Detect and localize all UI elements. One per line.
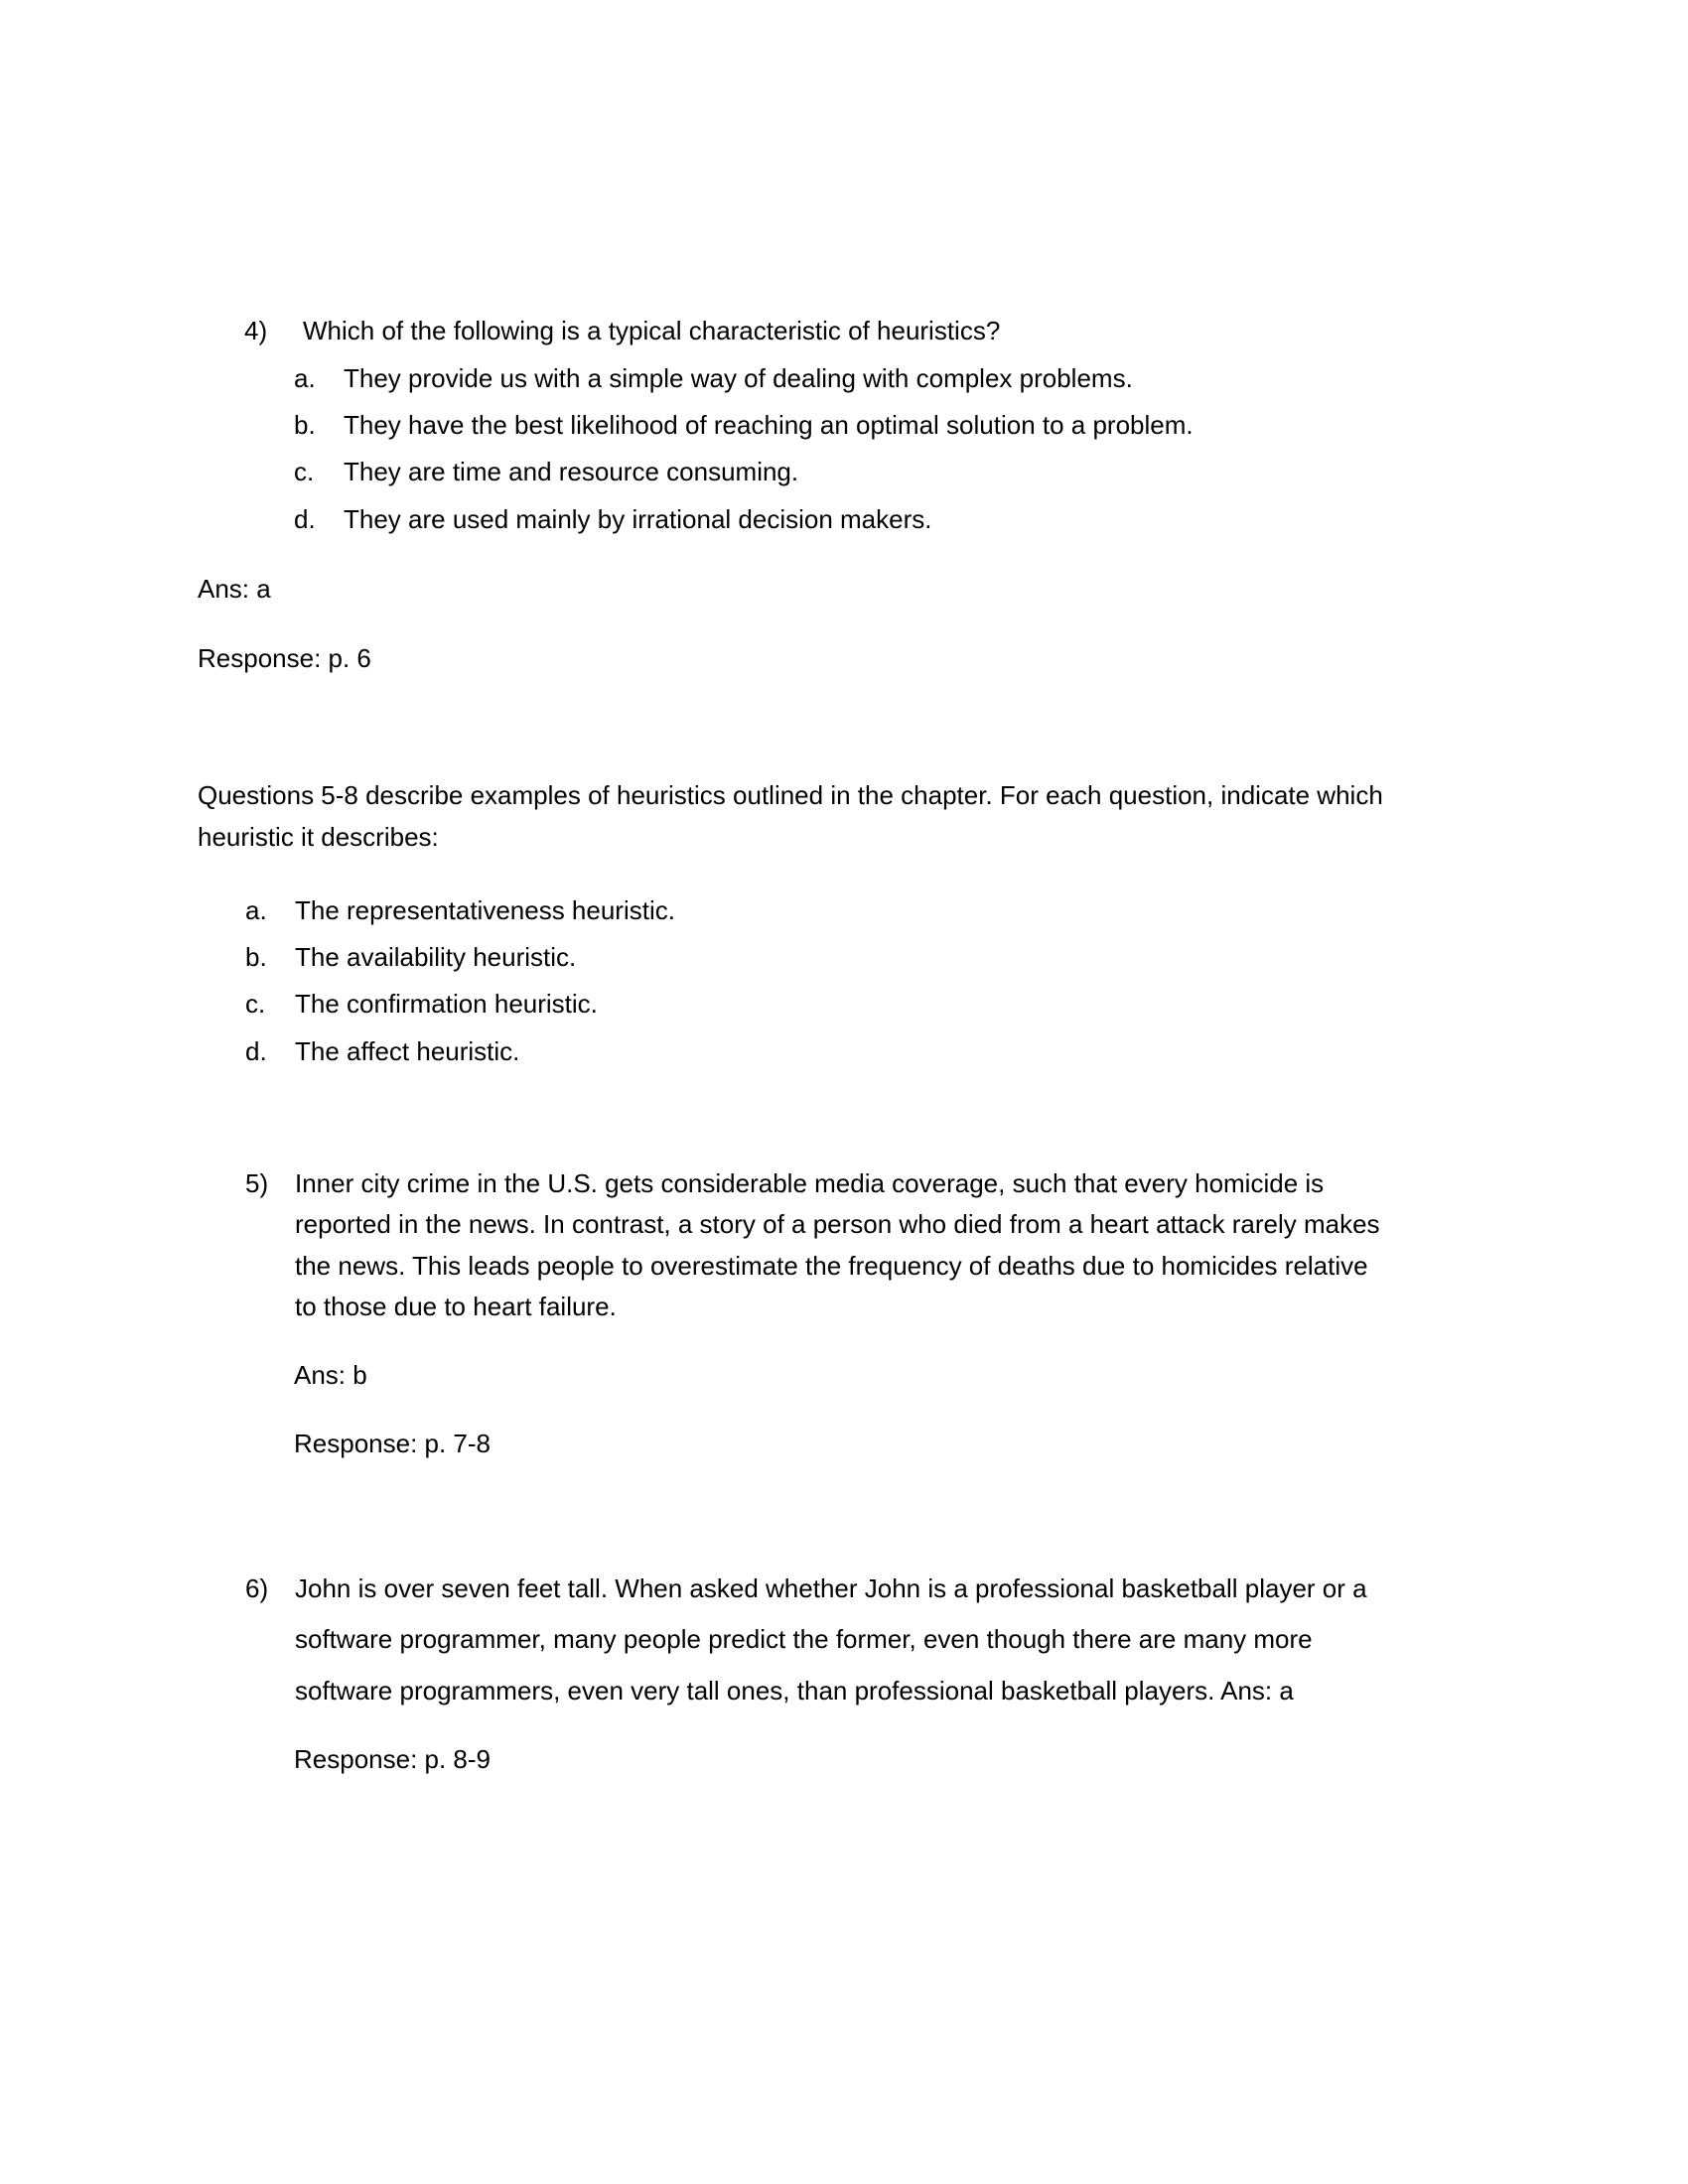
question-line: to those due to heart failure. <box>295 1292 617 1321</box>
question-line: John is over seven feet tall. When asked whether John is a professional basketball player or a <box>295 1573 1367 1603</box>
option-letter: d. <box>245 1036 267 1066</box>
option-letter: a. <box>294 363 316 393</box>
response: Response: p. 8-9 <box>294 1744 492 1774</box>
option-text: The affect heuristic. <box>295 1036 520 1066</box>
option-letter: a. <box>245 895 267 925</box>
question-number: 6) <box>245 1573 269 1603</box>
question-text: Which of the following is a typical characteristic of heuristics? <box>303 316 1001 345</box>
option-letter: c. <box>245 989 266 1019</box>
option-text: They provide us with a simple way of dealing with complex problems. <box>344 363 1133 393</box>
question-number: 4) <box>244 316 268 345</box>
question-line: reported in the news. In contrast, a story of a person who died from a heart attack rarely makes <box>295 1209 1380 1239</box>
answer: Ans: b <box>294 1360 367 1390</box>
option-text: They have the best likelihood of reaching an optimal solution to a problem. <box>344 410 1194 440</box>
response: Response: p. 6 <box>198 643 371 673</box>
option-text: They are time and resource consuming. <box>344 457 799 486</box>
intro-line: Questions 5-8 describe examples of heuristics outlined in the chapter. For each question, indicate which <box>198 780 1383 810</box>
intro-line: heuristic it describes: <box>198 822 439 852</box>
response: Response: p. 7-8 <box>294 1429 492 1458</box>
answer: Ans: a <box>198 574 271 604</box>
option-text: The availability heuristic. <box>295 942 577 972</box>
option-text: They are used mainly by irrational decision makers. <box>344 504 932 534</box>
option-letter: b. <box>245 942 267 972</box>
question-line: software programmer, many people predict the former, even though there are many more <box>295 1624 1313 1654</box>
question-number: 5) <box>245 1168 269 1198</box>
option-text: The confirmation heuristic. <box>295 989 598 1019</box>
question-line: the news. This leads people to overestimate the frequency of deaths due to homicides relative <box>295 1251 1368 1281</box>
question-line: software programmers, even very tall ones, than professional basketball players. Ans: a <box>295 1676 1294 1706</box>
option-letter: b. <box>294 410 316 440</box>
option-letter: c. <box>294 457 315 486</box>
question-line: Inner city crime in the U.S. gets considerable media coverage, such that every homicide is <box>295 1168 1325 1198</box>
option-text: The representativeness heuristic. <box>295 895 675 925</box>
option-letter: d. <box>294 504 316 534</box>
